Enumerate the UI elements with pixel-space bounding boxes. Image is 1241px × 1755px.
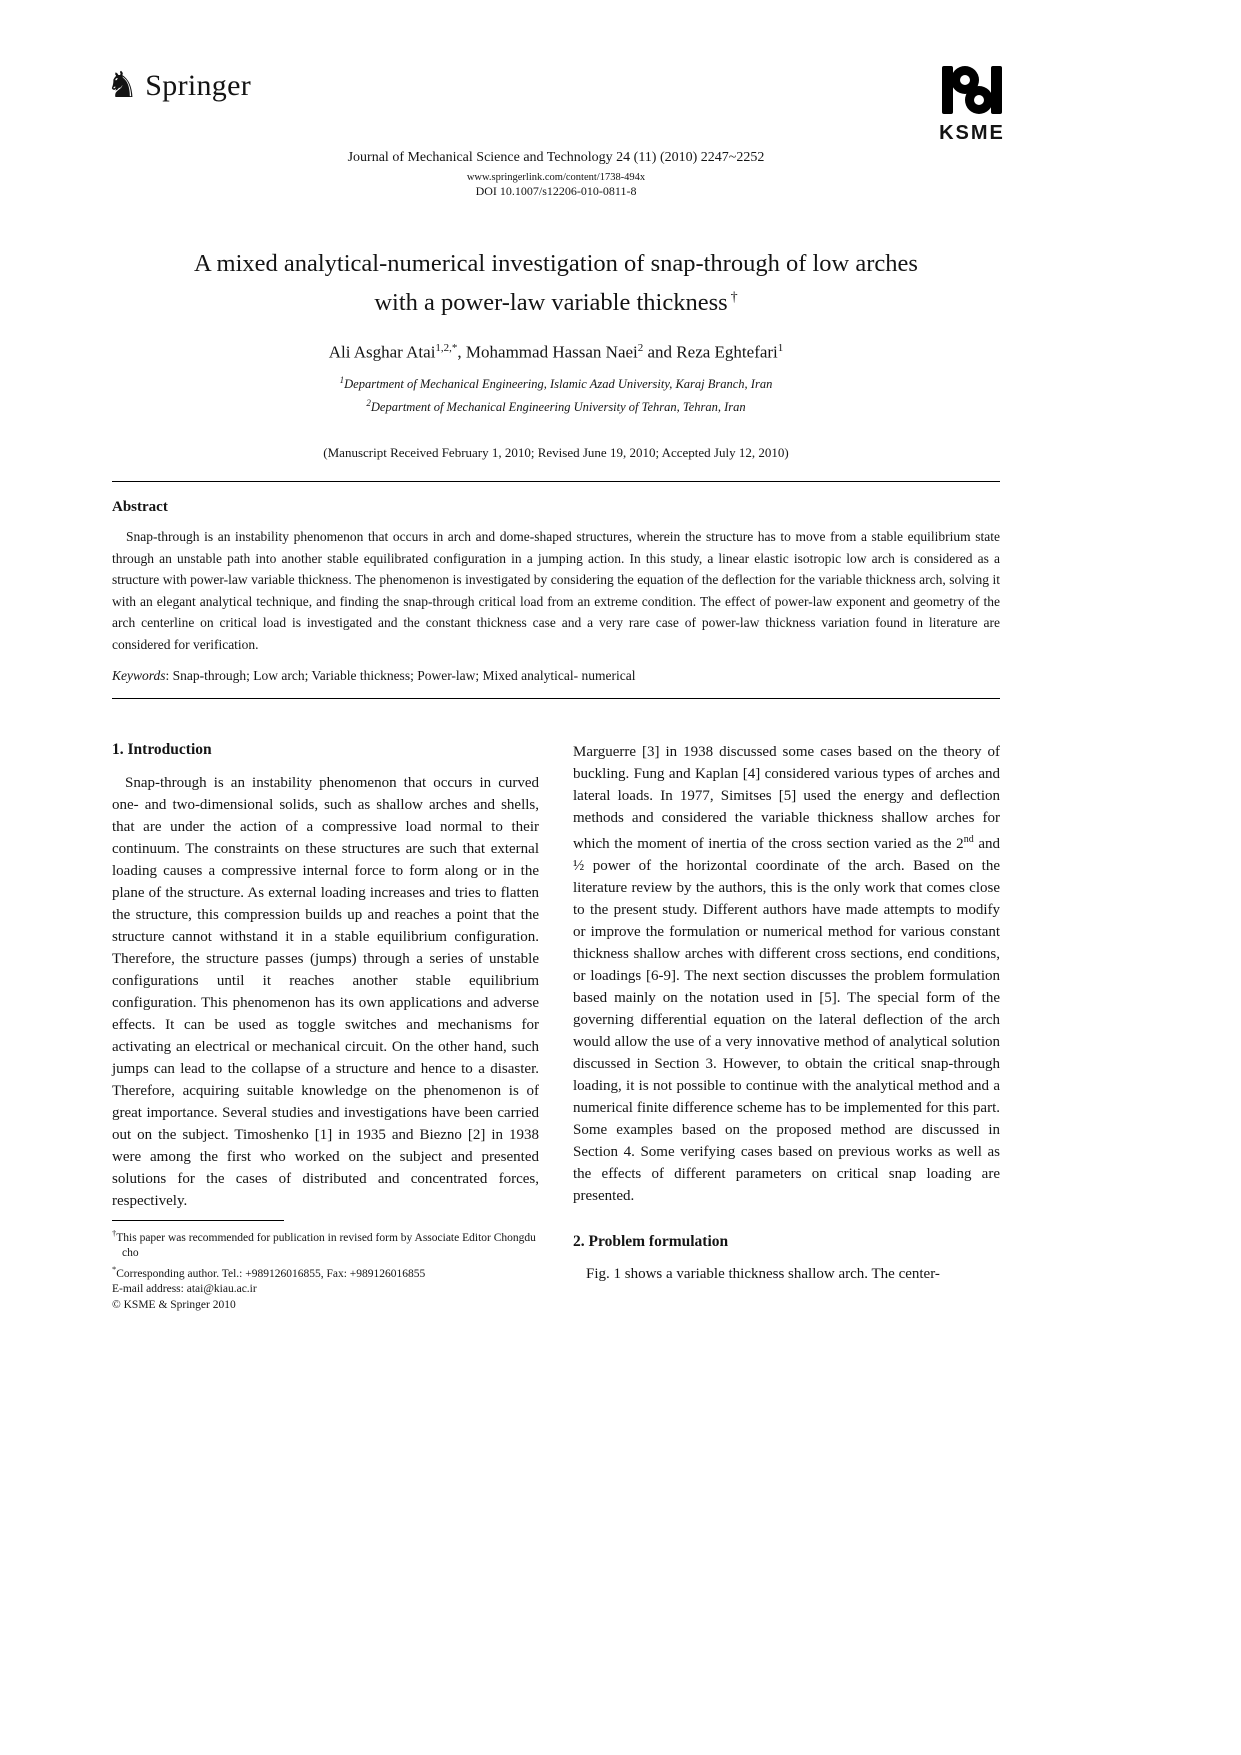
header-divider: [112, 481, 1000, 482]
section-1-paragraph: Snap-through is an instability phenomenon that occurs in curved one- and two-dimensional solids, such as shallow arches and shells, that are under the action of a compressive load normal to their continuum. The constraints on these structures are such that external loading causes a compressive internal force to form along or in the plane of the structure. As external loading increases and tries to flatten the structure, this compression builds up and reaches a point that the structure cannot withstand it in a stable equilibrium configuration. Therefore, the structure passes (jumps) through a series of unstable configurations until it reaches another stable equilibrium configuration. This phenomenon has its own applications and adverse effects. It can be used as toggle switches and mechanisms for activating an electrical or mechanical circuit. On the other hand, such jumps can lead to the collapse of a structure and hence to a disaster. Therefore, acquiring suitable knowledge on the phenomenon is of great importance. Several studies and investigations have been carried out on the subject. Timoshenko [1] in 1935 and Biezno [2] in 1938 were among the first who worked on the subject and presented solutions for the cases of distributed and concentrated forces, respectively.: [112, 775, 539, 1210]
paper-content: [112, 0, 1000, 1313]
abstract-text: Snap-through is an instability phenomenon that occurs in arch and dome-shaped structures, wherein the structure has to move from a stable equilibrium state through an unstable path into another stable equilibrated configuration in a jumping action. In this study, a linear elastic isotropic low arch is considered as a structure with power-law variable thickness. The phenomenon is investigated by considering the equation of the deflection for the variable thickness arch, solving it with an elegant analytical technique, and finding the snap-through critical load from an extreme condition. The effect of power-law exponent and geometry of the arch centerline on critical load is investigated and the constant thickness case and a very rare case of power-law thickness variation found in literature are considered for verification.: [112, 529, 1000, 652]
affiliation-1-sup: 1: [339, 374, 345, 385]
keywords-line: [112, 668, 1000, 684]
body-columns: [112, 741, 1000, 1313]
springer-logo: [106, 65, 251, 106]
footnote-recommendation-text: This paper was recommended for publication in revised form by Associate Editor Chongdu cho: [116, 1231, 536, 1260]
keywords-text: : Snap-through; Low arch; Variable thickness; Power-law; Mixed analytical- numerical: [165, 668, 636, 684]
author-sup-2: 2: [637, 342, 644, 355]
footnote-email: E-mail address: atai@kiau.ac.ir: [112, 1283, 257, 1296]
footnote-corresponding-author: [112, 1262, 539, 1282]
footnote-recommendation: [112, 1226, 539, 1262]
author-sup-1: 1,2,*: [435, 342, 458, 355]
abstract-divider: [112, 698, 1000, 699]
section-1-heading: 1. Introduction: [112, 741, 212, 759]
literature-paragraph-sup: nd: [963, 834, 974, 846]
affiliation-1-text: Department of Mechanical Engineering, Islamic Azad University, Karaj Branch, Iran: [344, 376, 773, 391]
footnote-corresponding-author-text: Corresponding author. Tel.: +989126016855, Fax: +989126016855: [116, 1267, 426, 1280]
affiliation-1: [112, 371, 1000, 394]
paper-title: [112, 247, 1000, 320]
ksme-logo: [934, 64, 1010, 145]
author-name-2: , Mohammad Hassan Naei: [457, 342, 638, 362]
paper-title-line1: A mixed analytical-numerical investigation of snap-through of low arches: [194, 250, 918, 277]
ksme-logo-label: KSME: [939, 122, 1005, 144]
section-2-heading: 2. Problem formulation: [573, 1233, 729, 1251]
footnote-block: [112, 1220, 539, 1313]
journal-title-line: Journal of Mechanical Science and Technology 24 (11) (2010) 2247~2252: [347, 150, 765, 165]
springer-knight-icon: ♞: [106, 65, 139, 106]
author-line: [112, 342, 1000, 363]
author-sup-3: 1: [777, 342, 784, 355]
left-column: [112, 741, 539, 1313]
affiliation-2-sup: 2: [366, 397, 371, 408]
journal-doi: DOI 10.1007/s12206-010-0811-8: [475, 184, 637, 198]
ksme-logo-icon: [940, 64, 1004, 116]
footnote-dagger-marker: †: [112, 1228, 117, 1239]
abstract-heading: Abstract: [112, 499, 168, 516]
footnote-star-marker: *: [112, 1263, 117, 1274]
paper-title-line2: with a power-law variable thickness: [374, 289, 728, 317]
affiliation-2-text: Department of Mechanical Engineering University of Tehran, Tehran, Iran: [370, 400, 746, 415]
footnote-divider: [112, 1220, 284, 1221]
author-name-3: and Reza Eghtefari: [643, 342, 778, 362]
literature-paragraph-part1: Marguerre [3] in 1938 discussed some cases based on the theory of buckling. Fung and Kaplan [4] considered various types of arches and lateral loads. In 1977, Simitses [5] used the energy and deflection methods and considered the variable thickness shallow arches for which the moment of inertia of the cross section varied as the 2: [573, 744, 1000, 853]
affiliation-2: [112, 394, 1000, 417]
title-dagger: †: [730, 290, 738, 305]
journal-url: www.springerlink.com/content/1738-494x: [466, 172, 646, 183]
manuscript-dates: (Manuscript Received February 1, 2010; Revised June 19, 2010; Accepted July 12, 2010): [323, 445, 789, 461]
right-column: [573, 741, 1000, 1313]
affiliations: [112, 371, 1000, 417]
springer-logo-label: Springer: [145, 69, 251, 102]
literature-paragraph-part2: and ½ power of the horizontal coordinate of the arch. Based on the literature review by the authors, this is the only work that comes close to the present study. Different authors have made attempts to modify or improve the formulation or numerical method for various constant thickness shallow arches with different cross sections, end conditions, or loadings [6-9]. The next section discusses the problem formulation based mainly on the notation used in [5]. The special form of the governing differential equation on the lateral deflection of the arch would allow the use of a very innovative method of analytical solution discussed in Section 3. However, to obtain the critical snap-through loading, it is not possible to continue with the analytical method and a numerical finite difference scheme has to be implemented for this part. Some examples based on the proposed method are discussed in Section 4. Some verifying cases based on previous works as well as the effects of different parameters on critical snap loading are presented.: [573, 836, 1000, 1205]
keywords-label: Keywords: [112, 668, 166, 684]
literature-paragraph: [573, 741, 1000, 1207]
author-name-1: Ali Asghar Atai: [328, 342, 436, 362]
footnote-copyright: © KSME & Springer 2010: [112, 1298, 236, 1311]
section-2-paragraph: Fig. 1 shows a variable thickness shallow arch. The center-: [586, 1266, 940, 1283]
